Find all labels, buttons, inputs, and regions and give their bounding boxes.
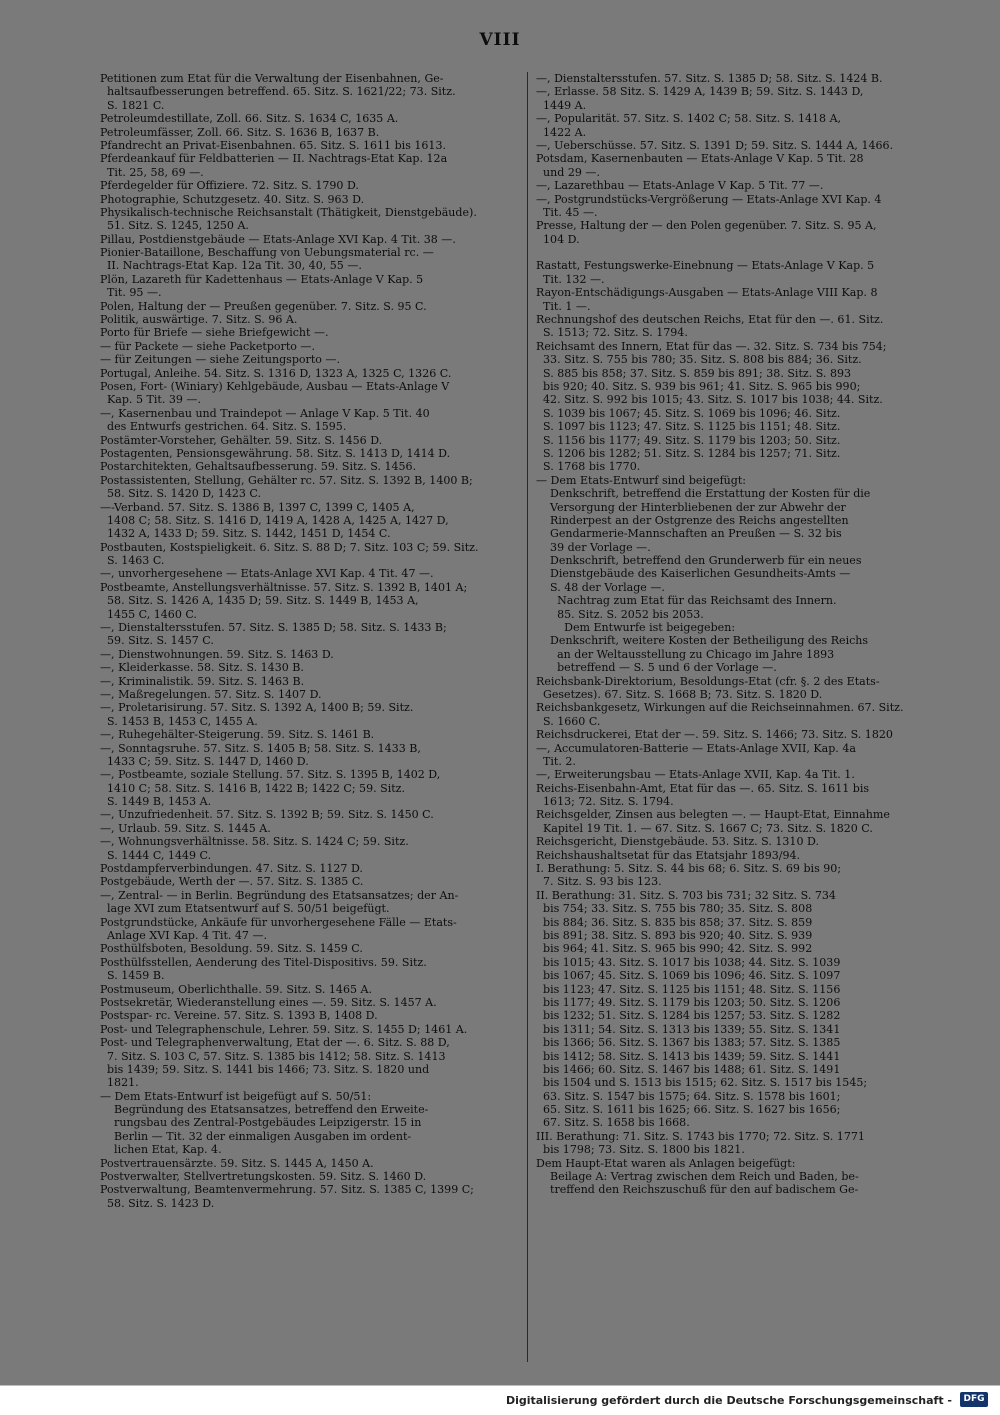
index-line: Postbeamte, Anstellungsverhältnisse. 57. Sitz. S. 1392 B, 1401 A;: [100, 580, 468, 594]
index-line: bis 891; 38. Sitz. S. 893 bis 920; 40. Sitz. S. 939: [536, 929, 813, 942]
index-line: Kap. 5 Tit. 39 —.: [100, 393, 201, 407]
footer-bar: [0, 1385, 1000, 1415]
index-line: II. Berathung: 31. Sitz. S. 703 bis 731; 32 Sitz. S. 734: [536, 888, 836, 902]
index-line: S. 1449 B, 1453 A.: [100, 795, 212, 809]
index-line: 7. Sitz. S. 93 bis 123.: [536, 875, 662, 889]
index-line: Porto für Briefe — siehe Briefgewicht —.: [100, 326, 329, 340]
index-line: 58. Sitz. S. 1426 A, 1435 D; 59. Sitz. S. 1449 B, 1453 A,: [100, 594, 419, 608]
index-line: Reichsbankgesetz, Wirkungen auf die Reichseinnahmen. 67. Sitz.: [536, 701, 904, 715]
index-line: Dem Haupt-Etat waren als Anlagen beigefügt:: [536, 1156, 796, 1170]
index-line: Photographie, Schutzgesetz. 40. Sitz. S. 963 D.: [100, 192, 365, 206]
index-line: Petroleumfässer, Zoll. 66. Sitz. S. 1636 B, 1637 B.: [100, 125, 380, 139]
index-line: 59. Sitz. S. 1457 C.: [100, 634, 214, 648]
index-line: Tit. 95 —.: [100, 286, 162, 300]
index-line: Postassistenten, Stellung, Gehälter rc. 57. Sitz. S. 1392 B, 1400 B;: [100, 473, 473, 487]
index-line: bis 1177; 49. Sitz. S. 1179 bis 1203; 50. Sitz. S. 1206: [536, 995, 841, 1009]
index-line: bis 920; 40. Sitz. S. 939 bis 961; 41. Sitz. S. 965 bis 990;: [536, 379, 861, 393]
index-line: Physikalisch-technische Reichsanstalt (Thätigkeit, Dienstgebäude).: [100, 205, 477, 219]
index-line: —, Dienstaltersstufen. 57. Sitz. S. 1385 D; 58. Sitz. S. 1424 B.: [536, 72, 883, 85]
index-line: —, Kasernenbau und Traindepot — Anlage V Kap. 5 Tit. 40: [100, 406, 430, 420]
index-line: — für Packete — siehe Packetporto —.: [100, 339, 315, 353]
index-line: 65. Sitz. S. 1611 bis 1625; 66. Sitz. S. 1627 bis 1656;: [536, 1103, 841, 1117]
index-line: bis 1798; 73. Sitz. S. 1800 bis 1821.: [536, 1143, 745, 1157]
index-line: 42. Sitz. S. 992 bis 1015; 43. Sitz. S. 1017 bis 1038; 44. Sitz.: [536, 393, 883, 407]
right-index-column: [536, 72, 964, 1197]
index-line: —, Erlasse. 58 Sitz. S. 1429 A, 1439 B; 59. Sitz. S. 1443 D,: [536, 85, 864, 99]
index-line: bis 1412; 58. Sitz. S. 1413 bis 1439; 59. Sitz. S. 1441: [536, 1049, 841, 1063]
index-line: Anlage XVI Kap. 4 Tit. 47 —.: [100, 929, 268, 942]
index-line: —, Ueberschüsse. 57. Sitz. S. 1391 D; 59. Sitz. S. 1444 A, 1466.: [536, 138, 894, 152]
index-line: Tit. 25, 58, 69 —.: [100, 165, 204, 179]
page-number: VIII: [479, 30, 521, 50]
index-line: Reichsamt des Innern, Etat für das —. 32. Sitz. S. 734 bis 754;: [536, 339, 887, 353]
index-line: Pillau, Postdienstgebäude — Etats-Anlage XVI Kap. 4 Tit. 38 —.: [100, 232, 456, 246]
index-line: Portugal, Anleihe. 54. Sitz. S. 1316 D, 1323 A, 1325 C, 1326 C.: [100, 366, 452, 380]
index-line: —, Postgrundstücks-Vergrößerung — Etats-Anlage XVI Kap. 4: [536, 192, 882, 206]
index-line: S. 48 der Vorlage —.: [536, 580, 665, 594]
index-line: S. 1156 bis 1177; 49. Sitz. S. 1179 bis 1203; 50. Sitz.: [536, 433, 841, 447]
index-line: Postverwalter, Stellvertretungskosten. 59. Sitz. S. 1460 D.: [100, 1170, 427, 1184]
index-line: 1422 A.: [536, 125, 587, 139]
index-line: — für Zeitungen — siehe Zeitungsporto —.: [100, 353, 340, 367]
index-line: Postverwaltung, Beamtenvermehrung. 57. Sitz. S. 1385 C, 1399 C;: [100, 1183, 474, 1197]
index-line: S. 1463 C.: [100, 554, 165, 568]
index-line: S. 1459 B.: [100, 969, 165, 983]
index-line: — Dem Etats-Entwurf sind beigefügt:: [536, 473, 747, 487]
index-line: Rechnungshof des deutschen Reichs, Etat für den —. 61. Sitz.: [536, 313, 884, 327]
index-line: Beilage A: Vertrag zwischen dem Reich und Baden, be-: [536, 1170, 859, 1184]
index-line: Tit. 2.: [536, 754, 576, 768]
index-line: —, Kleiderkasse. 58. Sitz. S. 1430 B.: [100, 661, 304, 675]
index-line: —, Accumulatoren-Batterie — Etats-Anlage XVII, Kap. 4a: [536, 741, 856, 755]
index-line: —, Dienstwohnungen. 59. Sitz. S. 1463 D.: [100, 647, 334, 661]
index-line: S. 1453 B, 1453 C, 1455 A.: [100, 714, 258, 728]
index-line: 63. Sitz. S. 1547 bis 1575; 64. Sitz. S. 1578 bis 1601;: [536, 1089, 841, 1103]
index-line: III. Berathung: 71. Sitz. S. 1743 bis 1770; 72. Sitz. S. 1771: [536, 1129, 865, 1143]
index-line: 85. Sitz. S. 2052 bis 2053.: [536, 607, 704, 621]
index-line: Polen, Haltung der — Preußen gegenüber. 7. Sitz. S. 95 C.: [100, 299, 427, 313]
index-line: Tit. 132 —.: [536, 272, 605, 286]
index-line: 1432 A, 1433 D; 59. Sitz. S. 1442, 1451 D, 1454 C.: [100, 527, 391, 541]
index-line: 1408 C; 58. Sitz. S. 1416 D, 1419 A, 1428 A, 1425 A, 1427 D,: [100, 513, 449, 527]
index-line: Posthülfsboten, Besoldung. 59. Sitz. S. 1459 C.: [100, 942, 363, 956]
index-line: Postdampferverbindungen. 47. Sitz. S. 1127 D.: [100, 862, 363, 876]
index-line: Post- und Telegraphenschule, Lehrer. 59. Sitz. S. 1455 D; 1461 A.: [100, 1022, 468, 1036]
index-line: lage XVI zum Etatsentwurf auf S. 50/51 beigefügt.: [100, 902, 390, 916]
index-line: Petroleumdestillate, Zoll. 66. Sitz. S. 1634 C, 1635 A.: [100, 112, 399, 126]
index-line: Petitionen zum Etat für die Verwaltung der Eisenbahnen, Ge-: [100, 72, 444, 85]
index-line: bis 1123; 47. Sitz. S. 1125 bis 1151; 48. Sitz. S. 1156: [536, 982, 841, 996]
index-line: Postmuseum, Oberlichthalle. 59. Sitz. S. 1465 A.: [100, 982, 373, 996]
index-line: S. 1768 bis 1770.: [536, 460, 641, 474]
index-line: Postgebäude, Werth der —. 57. Sitz. S. 1385 C.: [100, 875, 364, 889]
index-line: Posen, Fort- (Winiary) Kehlgebäude, Ausbau — Etats-Anlage V: [100, 379, 450, 393]
index-line: Potsdam, Kasernenbauten — Etats-Anlage V Kap. 5 Tit. 28: [536, 152, 864, 166]
index-line: 39 der Vorlage —.: [536, 540, 651, 554]
index-line: bis 964; 41. Sitz. S. 965 bis 990; 42. Sitz. S. 992: [536, 942, 813, 956]
index-line: Postgrundstücke, Ankäufe für unvorhergesehene Fälle — Etats-: [100, 915, 457, 929]
index-line: Politik, auswärtige. 7. Sitz. S. 96 A.: [100, 313, 298, 327]
index-line: Reichshaushaltsetat für das Etatsjahr 1893/94.: [536, 848, 801, 862]
index-line: bis 1439; 59. Sitz. S. 1441 bis 1466; 73. Sitz. S. 1820 und: [100, 1062, 430, 1076]
index-line: bis 884; 36. Sitz. S. 835 bis 858; 37. Sitz. S. 859: [536, 915, 813, 929]
index-line: 1821.: [100, 1076, 139, 1090]
index-line: 7. Sitz. S. 103 C, 57. Sitz. S. 1385 bis 1412; 58. Sitz. S. 1413: [100, 1049, 446, 1063]
index-line: II. Nachtrags-Etat Kap. 12a Tit. 30, 40, 55 —.: [100, 259, 362, 273]
index-line: Denkschrift, betreffend den Grunderwerb für ein neues: [536, 554, 862, 568]
index-line: Postbauten, Kostspieligkeit. 6. Sitz. S. 88 D; 7. Sitz. 103 C; 59. Sitz.: [100, 540, 479, 554]
index-line: bis 1504 und S. 1513 bis 1515; 62. Sitz. S. 1517 bis 1545;: [536, 1076, 868, 1090]
index-line: lichen Etat, Kap. 4.: [100, 1143, 222, 1157]
index-line: —, Erweiterungsbau — Etats-Anlage XVII, Kap. 4a Tit. 1.: [536, 768, 855, 782]
index-line: Plön, Lazareth für Kadettenhaus — Etats-Anlage V Kap. 5: [100, 272, 424, 286]
index-line: bis 1067; 45. Sitz. S. 1069 bis 1096; 46. Sitz. S. 1097: [536, 969, 841, 983]
index-line: Reichsbank-Direktorium, Besoldungs-Etat (cfr. §. 2 des Etats-: [536, 674, 880, 688]
index-line: Nachtrag zum Etat für das Reichsamt des Innern.: [536, 594, 837, 608]
index-line: treffend den Reichszuschuß für den auf badischem Ge-: [536, 1183, 859, 1197]
index-line: 1455 C, 1460 C.: [100, 607, 197, 621]
index-line: Denkschrift, weitere Kosten der Betheiligung des Reichs: [536, 634, 869, 648]
index-line: Pferdeankauf für Feldbatterien — II. Nachtrags-Etat Kap. 12a: [100, 152, 448, 166]
index-line: bis 1232; 51. Sitz. S. 1284 bis 1257; 53. Sitz. S. 1282: [536, 1009, 841, 1023]
index-line: Dem Entwurfe ist beigegeben:: [536, 621, 736, 635]
index-line: 1410 C; 58. Sitz. S. 1416 B, 1422 B; 1422 C; 59. Sitz.: [100, 781, 405, 795]
index-line: bis 754; 33. Sitz. S. 755 bis 780; 35. Sitz. S. 808: [536, 902, 813, 916]
index-line: 67. Sitz. S. 1658 bis 1668.: [536, 1116, 690, 1130]
index-line: Reichsgericht, Dienstgebäude. 53. Sitz. S. 1310 D.: [536, 835, 819, 849]
index-line: —, Urlaub. 59. Sitz. S. 1445 A.: [100, 821, 271, 835]
index-line: an der Weltausstellung zu Chicago im Jahre 1893: [536, 647, 835, 661]
index-line: S. 1444 C, 1449 C.: [100, 848, 212, 862]
index-line: [536, 246, 964, 259]
index-line: —, Sonntagsruhe. 57. Sitz. S. 1405 B; 58. Sitz. S. 1433 B,: [100, 741, 421, 755]
index-line: Reichs-Eisenbahn-Amt, Etat für das —. 65. Sitz. S. 1611 bis: [536, 781, 870, 795]
index-line: Postvertrauensärzte. 59. Sitz. S. 1445 A, 1450 A.: [100, 1156, 374, 1170]
index-line: 1433 C; 59. Sitz. S. 1447 D, 1460 D.: [100, 754, 309, 768]
index-line: Rastatt, Festungswerke-Einebnung — Etats-Anlage V Kap. 5: [536, 259, 875, 273]
index-line: Gesetzes). 67. Sitz. S. 1668 B; 73. Sitz. S. 1820 D.: [536, 687, 823, 701]
index-line: bis 1366; 56. Sitz. S. 1367 bis 1383; 57. Sitz. S. 1385: [536, 1036, 841, 1050]
index-line: Posthülfsstellen, Aenderung des Titel-Dispositivs. 59. Sitz.: [100, 955, 427, 969]
index-line: Versorgung der Hinterbliebenen der zur Abwehr der: [536, 500, 846, 514]
index-line: Kapitel 19 Tit. 1. — 67. Sitz. S. 1667 C; 73. Sitz. S. 1820 C.: [536, 821, 873, 835]
index-line: 104 D.: [536, 232, 580, 246]
index-line: bis 1466; 60. Sitz. S. 1467 bis 1488; 61. Sitz. S. 1491: [536, 1062, 841, 1076]
column-divider: [527, 72, 528, 1362]
index-line: 58. Sitz. S. 1423 D.: [100, 1196, 215, 1210]
index-line: S. 1660 C.: [536, 714, 601, 728]
footer-credit: Digitalisierung gefördert durch die Deutsche Forschungsgemeinschaft -: [505, 1394, 952, 1407]
index-line: Reichsdruckerei, Etat der —. 59. Sitz. S. 1466; 73. Sitz. S. 1820: [536, 728, 893, 742]
index-line: Postspar- rc. Vereine. 57. Sitz. S. 1393 B, 1408 D.: [100, 1009, 378, 1023]
left-index-column: [100, 72, 528, 1210]
index-line: S. 1039 bis 1067; 45. Sitz. S. 1069 bis 1096; 46. Sitz.: [536, 406, 841, 420]
index-line: S. 1821 C.: [100, 98, 165, 112]
index-line: Postagenten, Pensionsgewährung. 58. Sitz. S. 1413 D, 1414 D.: [100, 446, 451, 460]
index-line: —, Popularität. 57. Sitz. S. 1402 C; 58. Sitz. S. 1418 A,: [536, 112, 842, 126]
index-line: 1613; 72. Sitz. S. 1794.: [536, 795, 674, 809]
index-line: —, Lazarethbau — Etats-Anlage V Kap. 5 Tit. 77 —.: [536, 179, 824, 193]
index-line: Berlin — Tit. 32 der einmaligen Ausgaben im ordent-: [100, 1129, 412, 1143]
index-line: Denkschrift, betreffend die Erstattung der Kosten für die: [536, 487, 871, 501]
index-line: 33. Sitz. S. 755 bis 780; 35. Sitz. S. 808 bis 884; 36. Sitz.: [536, 353, 862, 367]
index-line: S. 1206 bis 1282; 51. Sitz. S. 1284 bis 1257; 71. Sitz.: [536, 446, 841, 460]
index-line: Pfandrecht an Privat-Eisenbahnen. 65. Sitz. S. 1611 bis 1613.: [100, 138, 446, 152]
index-line: — Dem Etats-Entwurf ist beigefügt auf S. 50/51:: [100, 1089, 372, 1103]
index-line: Reichsgelder, Zinsen aus belegten —. — Haupt-Etat, Einnahme: [536, 808, 890, 822]
index-line: S. 1097 bis 1123; 47. Sitz. S. 1125 bis 1151; 48. Sitz.: [536, 420, 841, 434]
index-line: 1449 A.: [536, 98, 587, 112]
index-line: —, Maßregelungen. 57. Sitz. S. 1407 D.: [100, 687, 322, 701]
index-line: —, Dienstaltersstufen. 57. Sitz. S. 1385 D; 58. Sitz. S. 1433 B;: [100, 621, 447, 635]
index-line: —, Ruhegehälter-Steigerung. 59. Sitz. S. 1461 B.: [100, 728, 375, 742]
index-line: —, Kriminalistik. 59. Sitz. S. 1463 B.: [100, 674, 305, 688]
index-line: Tit. 45 —.: [536, 205, 598, 219]
index-line: Begründung des Etatsansatzes, betreffend den Erweite-: [100, 1103, 429, 1117]
index-line: Rayon-Entschädigungs-Ausgaben — Etats-Anlage VIII Kap. 8: [536, 286, 878, 300]
index-line: 51. Sitz. S. 1245, 1250 A.: [100, 219, 249, 233]
index-line: des Entwurfs gestrichen. 64. Sitz. S. 1595.: [100, 420, 347, 434]
index-line: Pferdegelder für Offiziere. 72. Sitz. S. 1790 D.: [100, 179, 359, 193]
index-line: —, unvorhergesehene — Etats-Anlage XVI Kap. 4 Tit. 47 —.: [100, 567, 434, 581]
index-line: Rinderpest an der Ostgrenze des Reichs angestellten: [536, 513, 849, 527]
index-line: rungsbau des Zentral-Postgebäudes Leipzigerstr. 15 in: [100, 1116, 422, 1130]
index-line: und 29 —.: [536, 165, 600, 179]
index-line: —, Unzufriedenheit. 57. Sitz. S. 1392 B; 59. Sitz. S. 1450 C.: [100, 808, 434, 822]
index-line: Tit. 1 —.: [536, 299, 591, 313]
index-line: Postsekretär, Wiederanstellung eines —. 59. Sitz. S. 1457 A.: [100, 995, 437, 1009]
index-line: Post- und Telegraphenverwaltung, Etat der —. 6. Sitz. S. 88 D,: [100, 1036, 450, 1050]
index-line: —-Verband. 57. Sitz. S. 1386 B, 1397 C, 1399 C, 1405 A,: [100, 500, 415, 514]
index-line: I. Berathung: 5. Sitz. S. 44 bis 68; 6. Sitz. S. 69 bis 90;: [536, 862, 842, 876]
index-line: bis 1015; 43. Sitz. S. 1017 bis 1038; 44. Sitz. S. 1039: [536, 955, 841, 969]
index-line: Postämter-Vorsteher, Gehälter. 59. Sitz. S. 1456 D.: [100, 433, 383, 447]
index-line: 58. Sitz. S. 1420 D, 1423 C.: [100, 487, 261, 501]
index-line: —, Wohnungsverhältnisse. 58. Sitz. S. 1424 C; 59. Sitz.: [100, 835, 409, 849]
index-line: —, Postbeamte, soziale Stellung. 57. Sitz. S. 1395 B, 1402 D,: [100, 768, 441, 782]
index-line: Presse, Haltung der — den Polen gegenüber. 7. Sitz. S. 95 A,: [536, 219, 877, 233]
index-line: Gendarmerie-Mannschaften an Preußen — S. 32 bis: [536, 527, 842, 541]
index-line: bis 1311; 54. Sitz. S. 1313 bis 1339; 55. Sitz. S. 1341: [536, 1022, 841, 1036]
index-line: Postarchitekten, Gehaltsaufbesserung. 59. Sitz. S. 1456.: [100, 460, 417, 474]
index-line: —, Zentral- — in Berlin. Begründung des Etatsansatzes; der An-: [100, 888, 459, 902]
index-line: S. 1513; 72. Sitz. S. 1794.: [536, 326, 688, 340]
index-line: betreffend — S. 5 und 6 der Vorlage —.: [536, 661, 777, 675]
index-line: —, Proletarisirung. 57. Sitz. S. 1392 A, 1400 B; 59. Sitz.: [100, 701, 414, 715]
index-line: Pionier-Bataillone, Beschaffung von Uebungsmaterial rc. —: [100, 246, 434, 260]
index-line: S. 885 bis 858; 37. Sitz. S. 859 bis 891; 38. Sitz. S. 893: [536, 366, 852, 380]
index-line: haltsaufbesserungen betreffend. 65. Sitz. S. 1621/22; 73. Sitz.: [100, 85, 456, 99]
dfg-logo: DFG: [960, 1392, 988, 1407]
index-line: Dienstgebäude des Kaiserlichen Gesundheits-Amts —: [536, 567, 851, 581]
